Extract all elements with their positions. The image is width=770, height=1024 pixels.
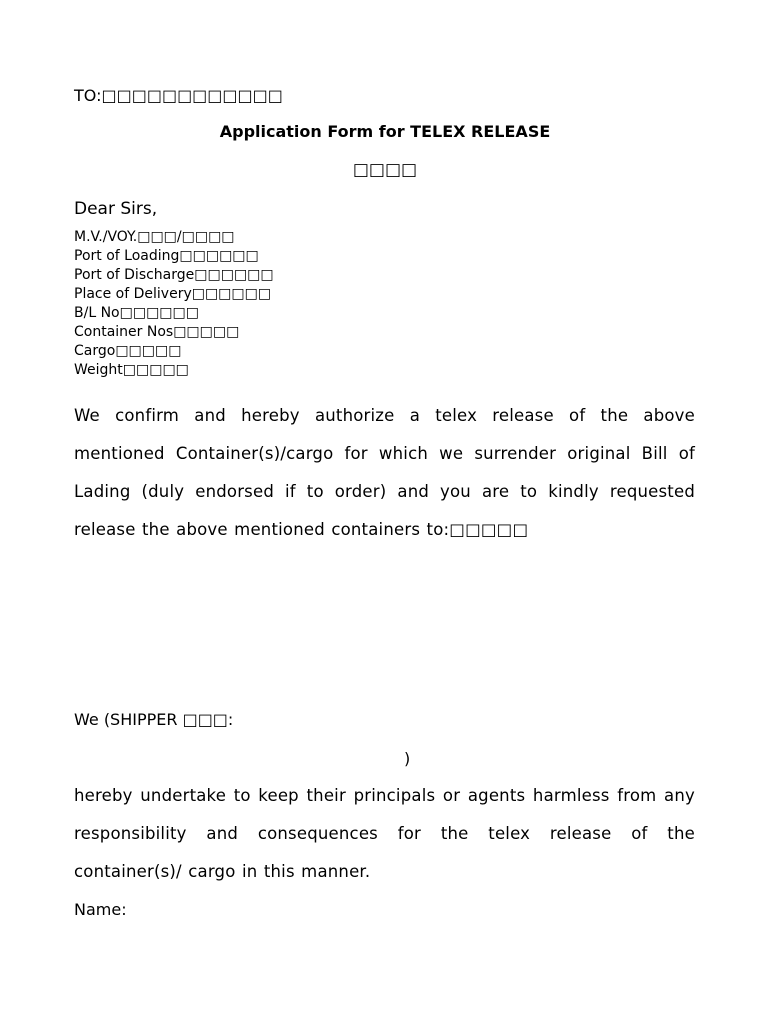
field-place-of-delivery: Place of Delivery□□□□□□ [74, 286, 272, 302]
addressee-line: TO:□□□□□□□□□□□□ [74, 86, 283, 105]
shipment-fields [74, 228, 274, 380]
authorization-paragraph: We confirm and hereby authorize a telex release of the above mentioned Container(s)/cargo for which we surrender original Bill of Lading (duly endorsed if to order) and you are to kindly requested release the above mentioned containers to:□□□□□ [74, 406, 695, 539]
field-container-nos: Container Nos□□□□□ [74, 324, 240, 340]
field-weight: Weight□□□□□ [74, 362, 189, 378]
undertaking-paragraph: hereby undertake to keep their principals or agents harmless from any responsibility and consequences for the telex release of the container(s)/ cargo in this manner. [74, 786, 695, 881]
form-title: Application Form for TELEX RELEASE [219, 122, 551, 141]
greeting: Dear Sirs, [74, 199, 158, 219]
shipper-closing-paren: ) [404, 749, 411, 768]
field-port-of-loading: Port of Loading□□□□□□ [74, 248, 259, 264]
shipper-line: We (SHIPPER □□□: [74, 710, 234, 729]
field-cargo: Cargo□□□□□ [74, 343, 182, 359]
field-vessel-voyage: M.V./VOY.□□□/□□□□ [74, 229, 235, 245]
form-subtitle: □□□□ [352, 160, 418, 180]
field-bl-no: B/L No□□□□□□ [74, 305, 199, 321]
field-port-of-discharge: Port of Discharge□□□□□□ [74, 267, 274, 283]
name-label: Name: [74, 900, 127, 919]
